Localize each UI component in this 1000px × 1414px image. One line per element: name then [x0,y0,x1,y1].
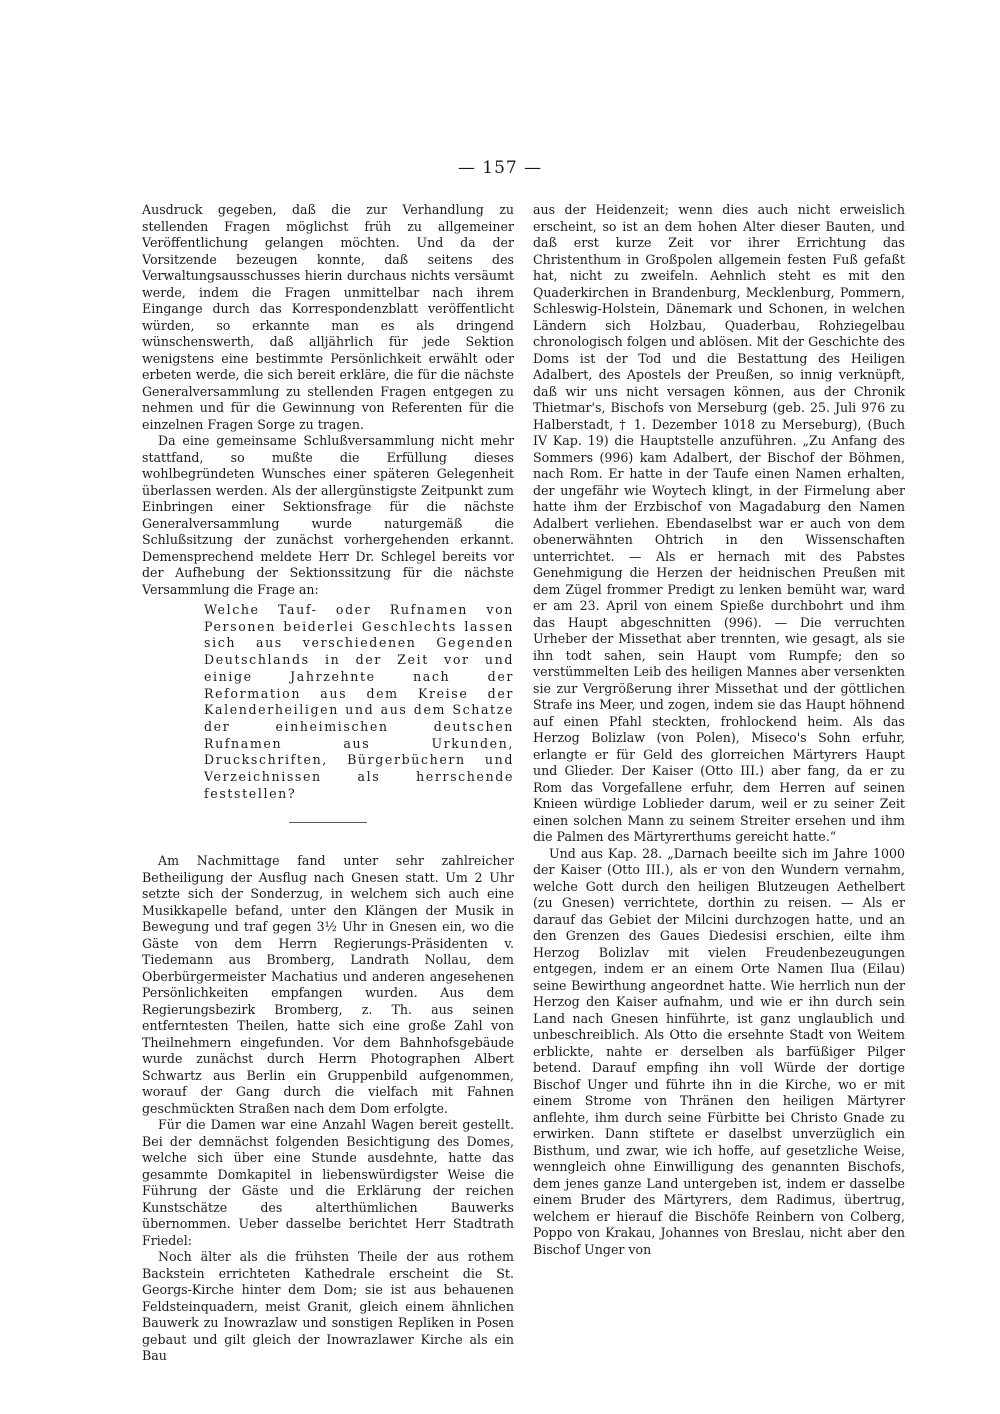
right-paragraph-2: Und aus Kap. 28. „Darnach beeilte sich im Jahre 1000 der Kaiser (Otto III.), als er von den Wundern vernahm, welche Gott durch den heiligen Blutzeugen Aethelbert (zu Gnesen) verrichtete, dorthin zu reisen. — Als er darauf das Gebiet der Milcini durchzogen hatte, und an den Grenzen des Gaues Diedesisi erschien, eilte ihm Herzog Bolizlav mit vielen Freudenbezeugungen entgegen, indem er an einem Orte Namen Ilua (Eilau) seine Bewirthung angeordnet hatte. Wie herrlich nun der Herzog den Kaiser aufnahm, und wie er ihn durch sein Land nach Gnesen hinführte, ist ganz unglaublich und unbeschreiblich. Als Otto die ersehnte Stadt von Weitem erblickte, nahte er derselben als barfüßiger Pilger betend. Darauf empfing ihn voll Würde der dortige Bischof Unger und führte ihn in die Kirche, wo er mit einem Strome von Thränen den heiligen Märtyrer anflehte, ihm durch seine Fürbitte bei Christo Gnade zu erwirken. Dann stiftete er daselbst unverzüglich ein Bisthum, und zwar, wie ich hoffe, auf gesetzliche Weise, wenngleich ohne Einwilligung des genannten Bischofs, dem jenes ganze Land untergeben ist, indem er dasselbe einem Bruder des Märtyrers, dem Radimus, übertrug, welchem er hierauf die Bischöfe Reinbern von Colberg, Poppo von Krakau, Johannes von Breslau, nicht aber den Bischof Unger von [533,845,905,1257]
left-paragraph-5: Noch älter als die frühsten Theile der aus rothem Backstein errichteten Kathedrale erscheint die St. Georgs-Kirche hinter dem Dom; sie ist aus behauenen Feldsteinquadern, meist Granit, gleich einem ähnlichen Bauwerk zu Inowrazlaw und sonstigen Repliken in Posen gebaut und gilt gleich der Inowrazlawer Kirche als ein Bau [142,1249,514,1364]
left-column [142,202,514,1365]
page-number: — 157 — [457,158,543,178]
right-paragraph-1: aus der Heidenzeit; wenn dies auch nicht erweislich erscheint, so ist an dem hohen Alter dieser Bauten, und daß erst kurze Zeit vor ihrer Errichtung das Christenthum in Großpolen allgemein festen Fuß gefaßt hat, nicht zu zweifeln. Aehnlich steht es mit den Quaderkirchen in Brandenburg, Mecklenburg, Pommern, Schleswig-Holstein, Dänemark und Schonen, in welchen Ländern sich Holzbau, Quaderbau, Rohziegelbau chronologisch folgen und ablösen. Mit der Geschichte des Doms ist der Tod und die Bestattung des Heiligen Adalbert, des Apostels der Preußen, so innig verknüpft, daß wir uns nicht versagen können, aus der Chronik Thietmar's, Bischofs von Merseburg (geb. 25. Juli 976 zu Halberstadt, † 1. Dezember 1018 zu Merseburg), (Buch IV Kap. 19) die Hauptstelle anzuführen. „Zu Anfang des Sommers (996) kam Adalbert, der Bischof der Böhmen, nach Rom. Er hatte in der Taufe einen Namen erhalten, der ungefähr wie Woytech klingt, in der Firmelung aber hatte ihm der Erzbischof von Magadaburg den Namen Adalbert verliehen. Ebendaselbst war er auch von dem obenerwähnten Ohtrich in den Wissenschaften unterrichtet. — Als er hernach mit des Pabstes Genehmigung die Herzen der heidnischen Preußen mit dem Zügel frommer Predigt zu lenken bemüht war, ward er am 23. April von einem Spieße durchbohrt und ihm das Haupt abgeschnitten (996). — Die verruchten Urheber der Missethat aber trennten, wie gesagt, als sie ihn todt sahen, sein Haupt vom Rumpfe; den so verstümmelten Leib des heiligen Mannes aber versenkten sie zur Vergrößerung ihrer Missethat und der göttlichen Strafe ins Meer, und zogen, indem sie das Haupt höhnend auf einen Pfahl steckten, frohlockend heim. Als das Herzog Bolizlaw (von Polen), Miseco's Sohn erfuhr, erlangte er für Geld des glorreichen Märtyrers Haupt und Glieder. Der Kaiser (Otto III.) aber fang, da er zu Rom das Vorgefallene erfuhr, dem Herren auf seinen Knieen würdige Loblieder darum, weil er zu seiner Zeit einen solchen Mann zu seinem Streiter ersehen und ihm die Palmen des Märtyrerthums gereicht hatte.“ [533,202,905,844]
right-column [533,202,905,1258]
left-paragraph-1: Ausdruck gegeben, daß die zur Verhandlung zu stellenden Fragen möglichst früh zu allgemeiner Veröffentlichung gelangen möchten. Und da der Vorsitzende bezeugen konnte, daß seitens des Verwaltungsausschusses hierin durchaus nichts versäumt werde, indem die Fragen unmittelbar nach ihrem Eingange durch das Korrespondenzblatt veröffentlicht würden, so erkannte man es als dringend wünschenswerth, daß alljährlich für jede Sektion wenigstens eine bestimmte Persönlichkeit erwählt oder erbeten werde, die sich bereit erkläre, die für die nächste Generalversammlung zu stellenden Fragen entgegen zu nehmen und für die Gewinnung von Referenten für die einzelnen Fragen Sorge zu tragen. [142,202,514,432]
section-separator [289,822,367,823]
left-paragraph-2: Da eine gemeinsame Schlußversammlung nicht mehr stattfand, so mußte die Erfüllung dieses wohlbegründeten Wunsches einer späteren Gelegenheit überlassen werden. Als der allergünstigste Zeitpunkt zum Einbringen einer Sektionsfrage für die nächste Generalversammlung wurde naturgemäß die Schlußsitzung der zunächst vorhergehenden erkannt. Demensprechend meldete Herr Dr. Schlegel bereits vor der Aufhebung der Sektionssitzung für die nächste Versammlung die Frage an: [142,433,514,597]
left-paragraph-4: Für die Damen war eine Anzahl Wagen bereit gestellt. Bei der demnächst folgenden Besichtigung des Domes, welche sich über eine Stunde ausdehnte, hatte das gesammte Domkapitel in liebenswürdigster Weise die Führung der Gäste und die Erklärung der reichen Kunstschätze des alterthümlichen Bauwerks übernommen. Ueber dasselbe berichtet Herr Stadtrath Friedel: [142,1117,514,1248]
question-block: Welche Tauf- oder Rufnamen von Personen beiderlei Geschlechts lassen sich aus verschiedenen Gegenden Deutschlands in der Zeit vor und einige Jahrzehnte nach der Reformation aus dem Kreise der Kalenderheiligen und aus dem Schatze der einheimischen deutschen Rufnamen aus Urkunden, Druckschriften, Bürgerbüchern und Verzeichnissen als herrschende feststellen? [204,602,514,801]
left-paragraph-3: Am Nachmittage fand unter sehr zahlreicher Betheiligung der Ausflug nach Gnesen statt. Um 2 Uhr setzte sich der Sonderzug, in welchem sich auch eine Musikkapelle befand, unter den Klängen der Musik in Bewegung und traf gegen 3½ Uhr in Gnesen ein, wo die Gäste von dem Herrn Regierungs-Präsidenten v. Tiedemann aus Bromberg, Landrath Nollau, dem Oberbürgermeister Machatius und anderen angesehenen Persönlichkeiten empfangen wurden. Aus dem Regierungsbezirk Bromberg, z. Th. aus seinen entferntesten Theilen, hatte sich eine große Zahl von Theilnehmern eingefunden. Vor dem Bahnhofsgebäude wurde zunächst durch Herrn Photographen Albert Schwartz aus Berlin ein Gruppenbild aufgenommen, worauf der Gang durch die vielfach mit Fahnen geschmückten Straßen nach dem Dom erfolgte. [142,853,514,1116]
